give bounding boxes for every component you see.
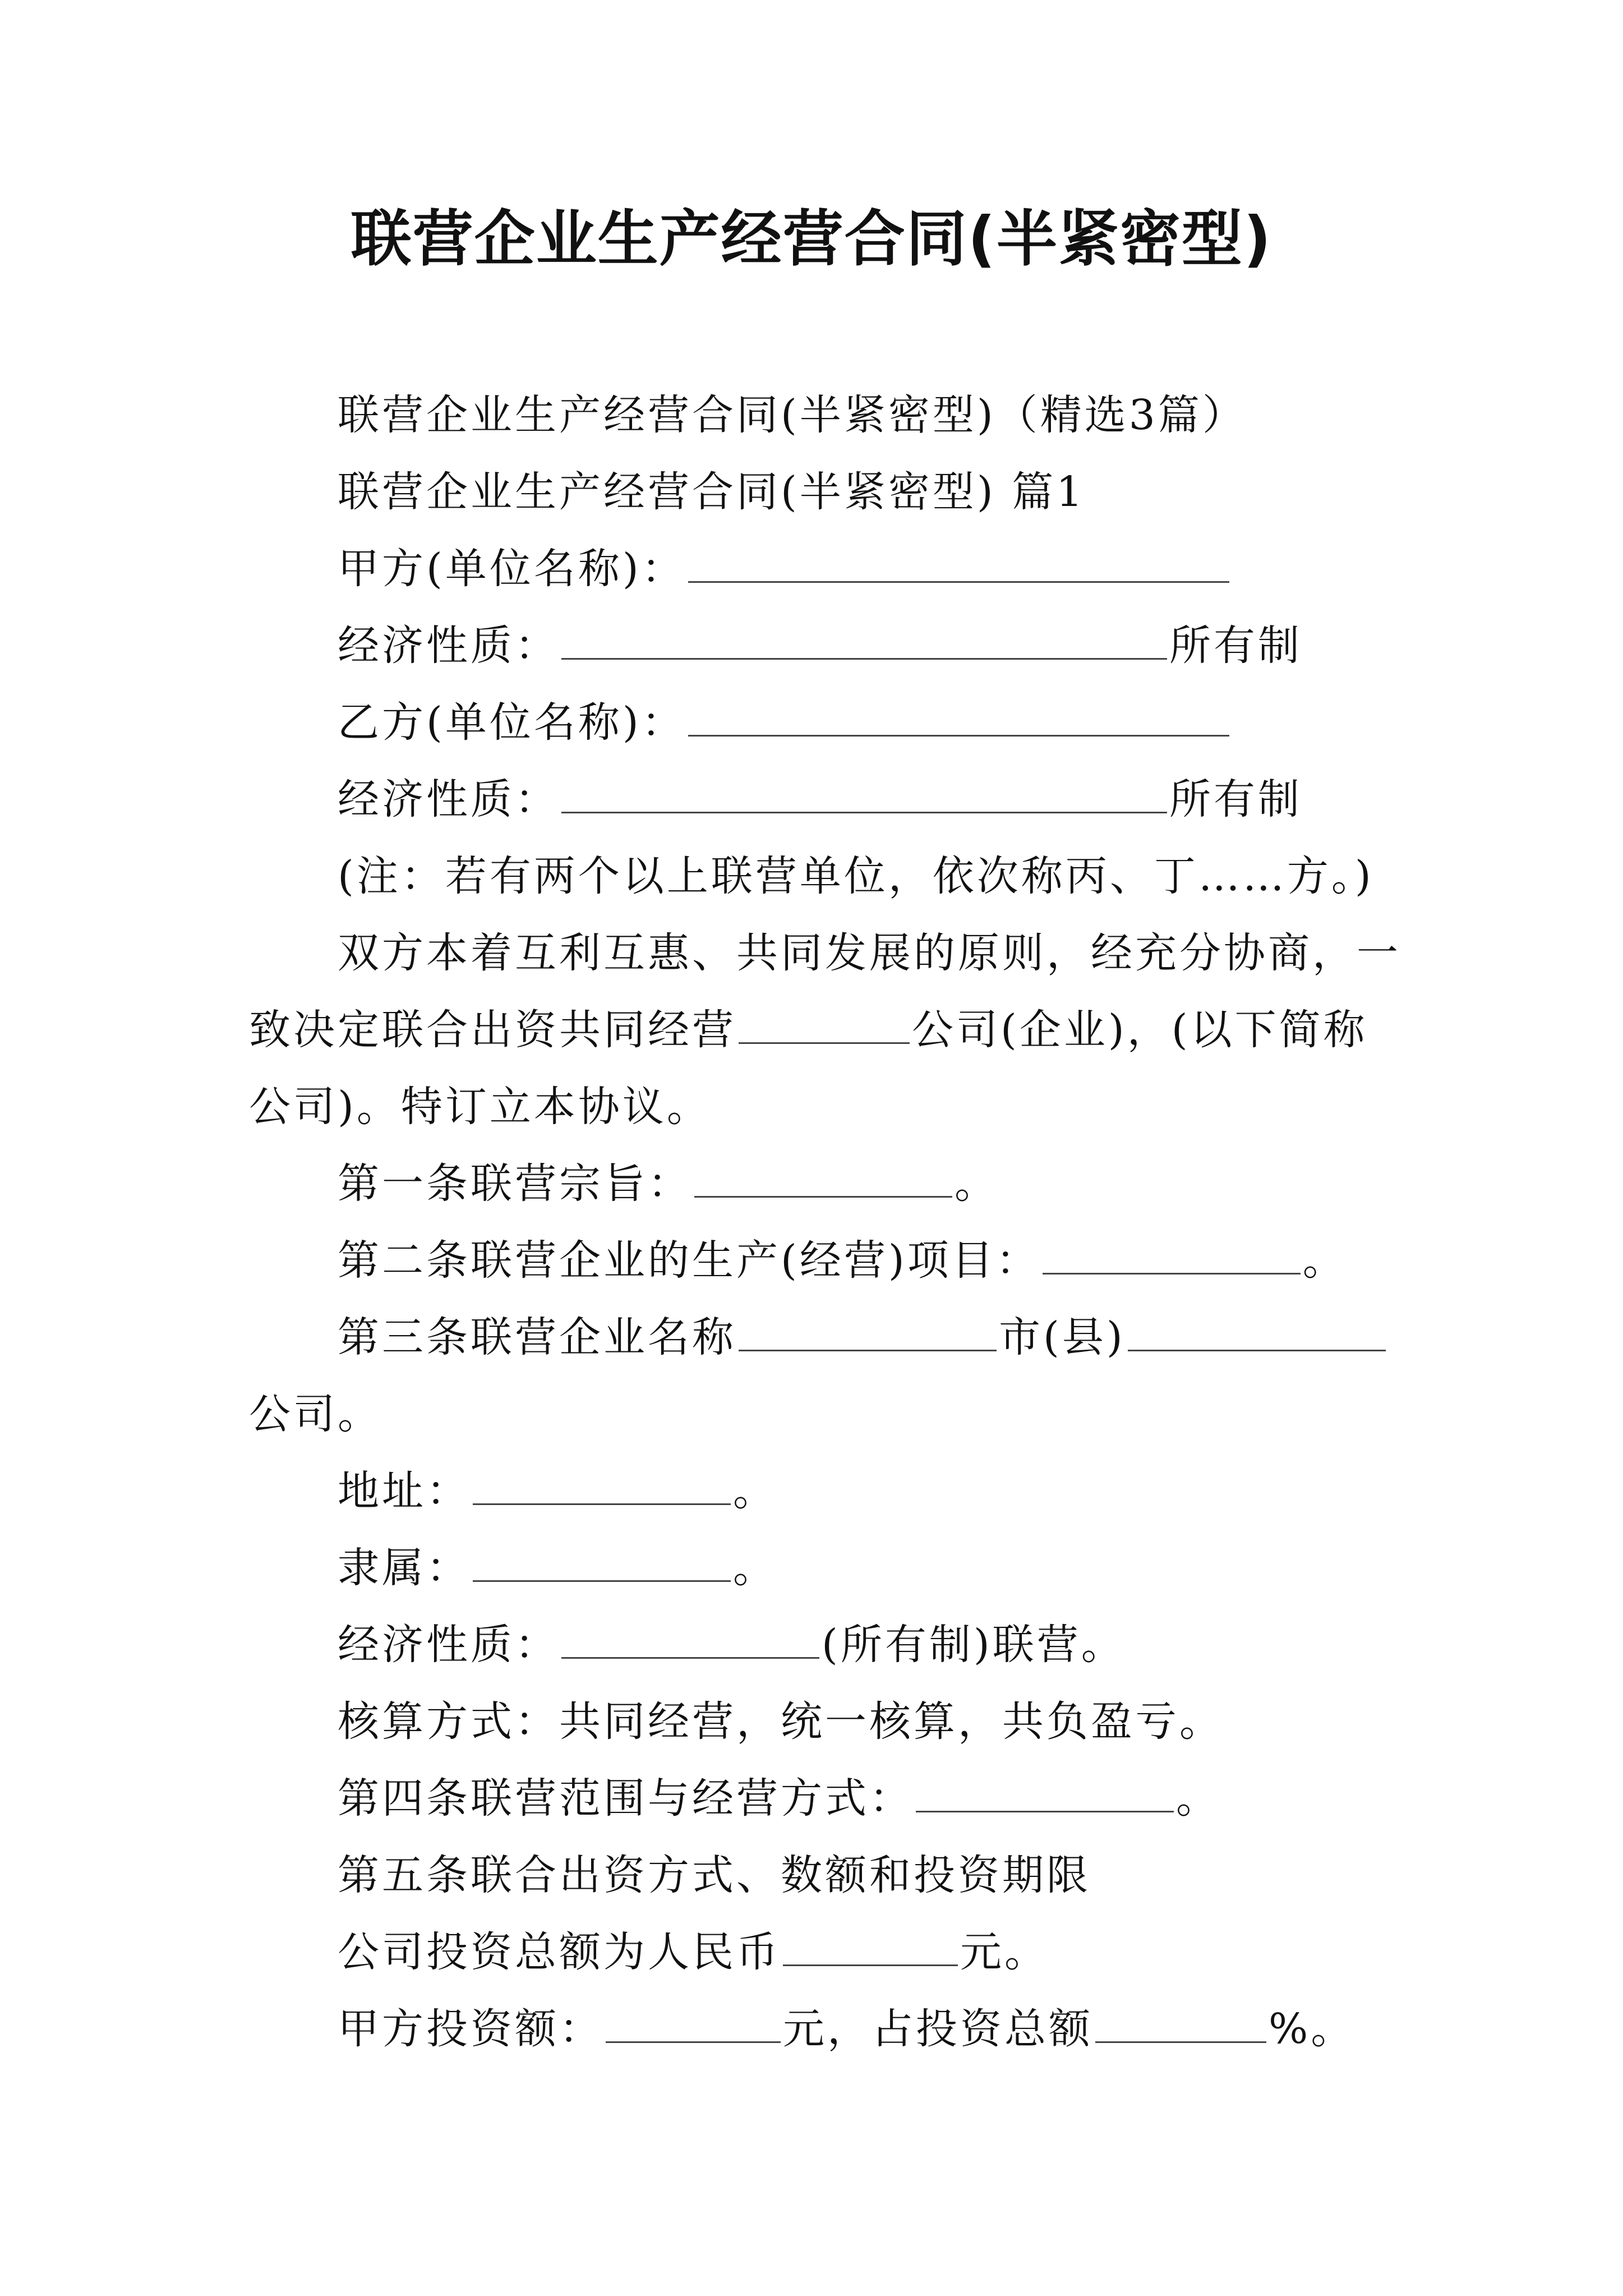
article-1-line — [249, 1145, 1399, 1222]
party-b-label: 乙方(单位名称)： — [338, 698, 686, 747]
economic-nature-label: 经济性质： — [338, 1621, 559, 1669]
affiliation-blank — [473, 1544, 731, 1582]
party-b-nature-blank — [561, 776, 1167, 813]
ownership-suffix: 所有制 — [1169, 622, 1302, 670]
joint-nature-blank — [561, 1621, 819, 1659]
article-2-blank — [1043, 1237, 1301, 1274]
heading-part: 联营企业生产经营合同(半紧密型) 篇1 — [338, 468, 1086, 516]
article-3-mid: 市(县) — [999, 1313, 1126, 1361]
article-3-city-blank — [739, 1314, 997, 1351]
address-line — [249, 1453, 1399, 1530]
document-title: 联营企业生产经营合同(半紧密型) — [351, 204, 1272, 274]
economic-nature-label: 经济性质： — [338, 775, 559, 823]
total-investment-blank — [783, 1929, 958, 1966]
heading-selection: 联营企业生产经营合同(半紧密型)（精选3篇） — [338, 391, 1247, 439]
total-investment-unit: 元。 — [960, 1928, 1049, 1976]
party-a-label: 甲方(单位名称)： — [338, 545, 686, 593]
party-a-economic-nature-line — [249, 608, 1399, 684]
party-a-name-blank — [688, 545, 1229, 583]
party-a-investment-blank — [606, 2005, 781, 2043]
article-5-line: 第五条联合出资方式、数额和投资期限 — [338, 1851, 1091, 1899]
accounting-line: 核算方式：共同经营，统一核算，共负盈亏。 — [338, 1697, 1224, 1746]
period: 。 — [733, 1544, 777, 1592]
intro-line-1: 双方本着互利互惠、共同发展的原则，经充分协商，一 — [338, 929, 1401, 977]
ownership-suffix: 所有制 — [1169, 775, 1302, 823]
article-3-line — [249, 1299, 1399, 1376]
economic-nature-label: 经济性质： — [338, 622, 559, 670]
party-a-nature-blank — [561, 622, 1167, 660]
article-4-blank — [916, 1775, 1174, 1812]
article-4-label: 第四条联营范围与经营方式： — [338, 1774, 914, 1823]
intro-line-2-start: 致决定联合出资共同经营 — [249, 1006, 736, 1054]
article-1-blank — [694, 1160, 952, 1198]
intro-line-2-end: 公司(企业)，(以下简称 — [912, 1006, 1368, 1054]
party-a-share-blank — [1095, 2005, 1266, 2043]
party-b-economic-nature-line — [249, 761, 1399, 838]
percent-suffix: %。 — [1269, 2005, 1355, 2053]
article-2-label: 第二条联营企业的生产(经营)项目： — [338, 1236, 1040, 1285]
party-a-line — [249, 531, 1399, 608]
article-3-label: 第三条联营企业名称 — [338, 1313, 736, 1361]
party-a-investment-mid: 元，占投资总额 — [783, 2005, 1093, 2053]
affiliation-line — [249, 1530, 1399, 1607]
article-4-line — [249, 1760, 1399, 1837]
document-body — [249, 377, 1399, 2068]
company-name-blank — [739, 1006, 910, 1044]
party-b-name-blank — [688, 699, 1229, 737]
period: 。 — [1176, 1774, 1220, 1823]
joint-economic-nature-line — [249, 1607, 1399, 1683]
party-a-investment-label: 甲方投资额： — [338, 2005, 603, 2053]
affiliation-label: 隶属： — [338, 1544, 471, 1592]
intro-line-3: 公司)。特订立本协议。 — [249, 1083, 711, 1131]
article-3-end: 公司。 — [249, 1390, 382, 1438]
period: 。 — [955, 1159, 999, 1208]
note-line: (注：若有两个以上联营单位，依次称丙、丁……方。) — [338, 852, 1374, 900]
period: 。 — [733, 1467, 777, 1515]
period: 。 — [1302, 1236, 1347, 1285]
article-2-line — [249, 1222, 1399, 1299]
total-investment-line — [249, 1914, 1399, 1991]
total-investment-label: 公司投资总额为人民币 — [338, 1928, 781, 1976]
economic-nature-suffix: (所有制)联营。 — [822, 1621, 1126, 1669]
address-blank — [473, 1467, 731, 1505]
address-label: 地址： — [338, 1467, 471, 1515]
article-3-company-blank — [1128, 1314, 1386, 1351]
party-b-line — [249, 684, 1399, 761]
party-a-investment-line — [249, 1991, 1399, 2068]
article-1-label: 第一条联营宗旨： — [338, 1159, 692, 1208]
intro-line-2 — [249, 992, 1399, 1069]
